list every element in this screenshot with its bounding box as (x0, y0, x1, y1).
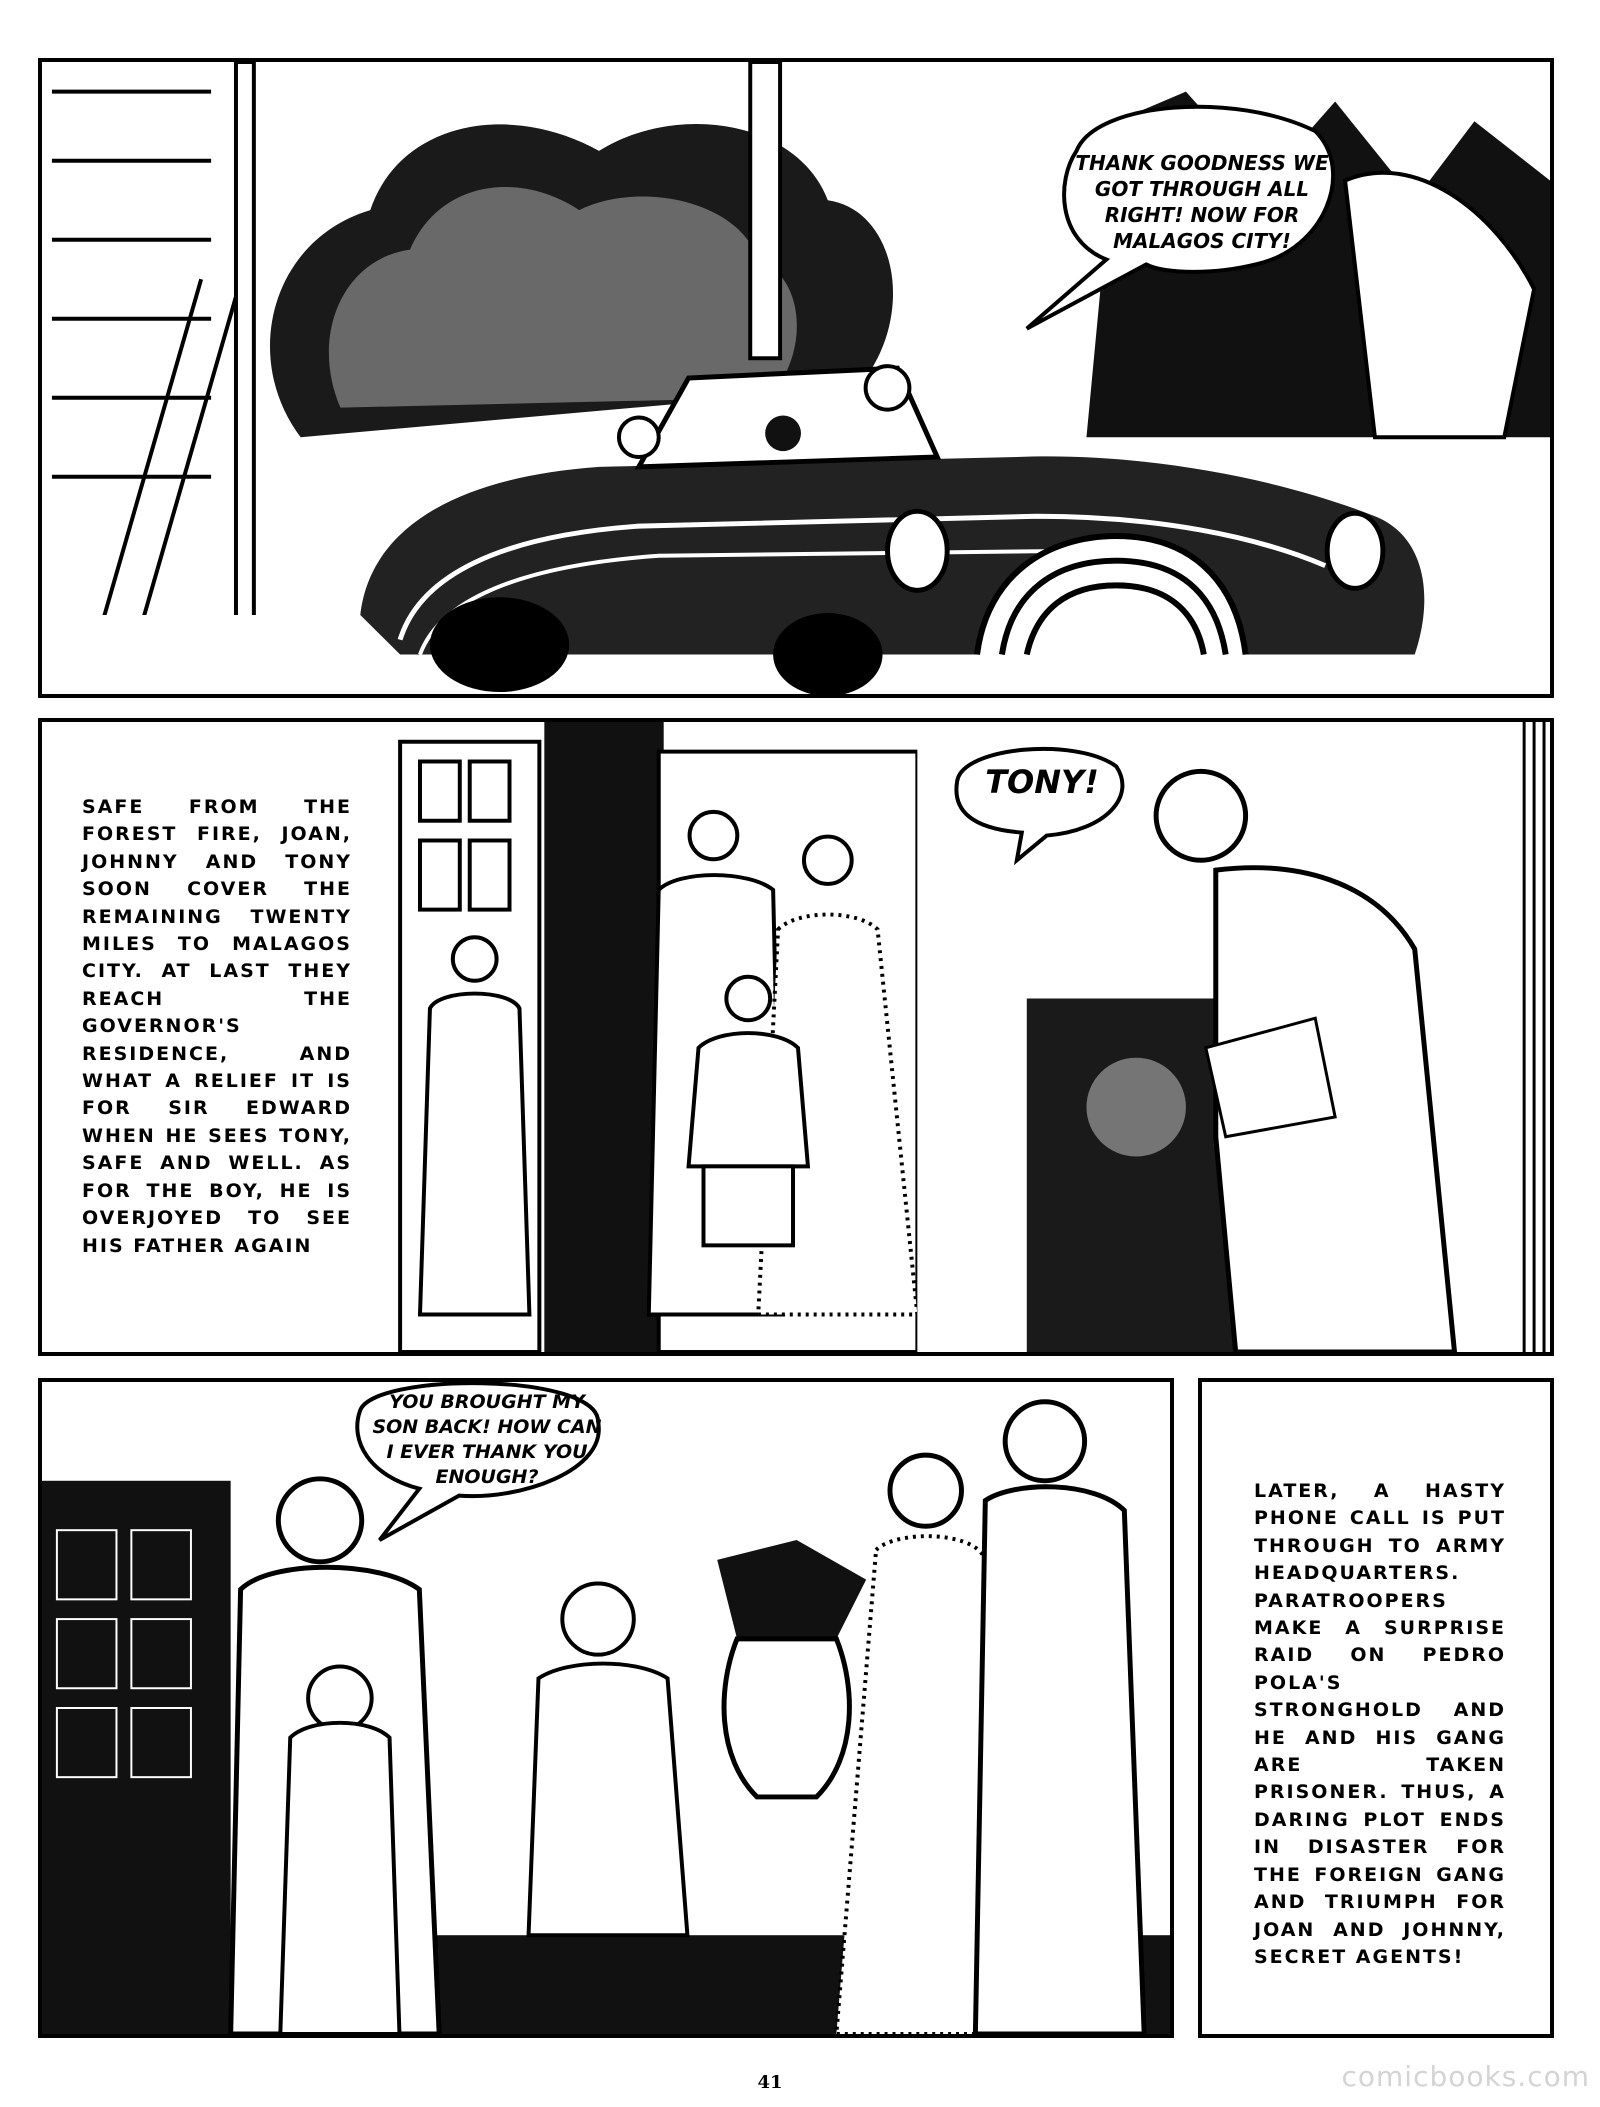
speech-balloon-text: TONY! (985, 763, 1099, 801)
panel-governor-residence (38, 718, 1554, 1356)
closing-caption (1198, 1378, 1554, 2038)
caption-text: LATER, A HASTY PHONE CALL IS PUT THROUGH TO ARMY HEADQUARTERS. PARATROOPERS MAKE A SURPRISE RAID ON PEDRO POLA'S STRONGHOLD AND HE AND HIS GANG ARE TAKEN PRISONER. THUS, A DARING PLOT ENDS IN DISASTER FOR THE FOREIGN GANG AND TRIUMPH FOR JOAN AND JOHNNY, SECRET AGENTS! (1254, 1480, 1506, 1968)
speech-balloon-text: YOU BROUGHT MY SON BACK! HOW CAN I EVER THANK YOU ENOUGH? (372, 1391, 602, 1488)
page-number: 41 (757, 2072, 783, 2093)
narration-caption (42, 722, 386, 1352)
speech-balloon-text: THANK GOODNESS WE GOT THROUGH ALL RIGHT! NOW FOR MALAGOS CITY! (1075, 151, 1329, 253)
caption-text: SAFE FROM THE FOREST FIRE, JOAN, JOHNNY AND TONY SOON COVER THE REMAINING TWENTY MILES TO MALAGOS CITY. AT LAST THEY REACH THE GOVERNOR'S RESIDENCE, AND WHAT A RELIEF IT IS FOR SIR EDWARD WHEN HE SEES TONY, SAFE AND WELL. AS FOR THE BOY, HE IS OVERJOYED TO SEE HIS FATHER AGAIN (82, 796, 352, 1257)
site-watermark: comicbooks.com (1341, 2060, 1590, 2093)
panel-reunion (38, 1378, 1174, 2038)
panel-car-arrival (38, 58, 1554, 698)
reunion-illustration (42, 1382, 1170, 2034)
